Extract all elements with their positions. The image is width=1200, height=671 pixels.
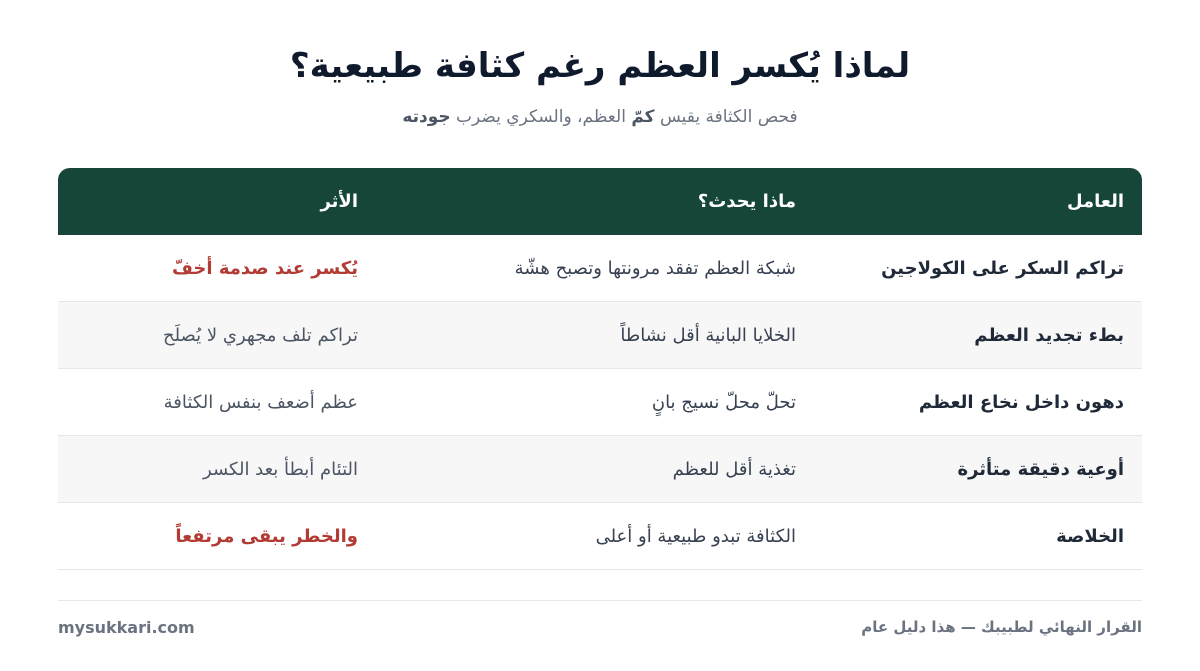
- page-title: لماذا يُكسر العظم رغم كثافة طبيعية؟: [289, 46, 911, 86]
- subtitle-part2: العظم، والسكري يضرب: [450, 107, 632, 127]
- cell-effect: والخطر يبقى مرتفعاً: [175, 525, 358, 547]
- header-effect: الأثر: [320, 191, 358, 212]
- header-what: ماذا يحدث؟: [697, 191, 796, 212]
- cell-what: الخلايا البانية أقل نشاطاً: [620, 324, 796, 346]
- cell-factor: تراكم السكر على الكولاجين: [881, 257, 1124, 279]
- cell-factor: دهون داخل نخاع العظم: [918, 391, 1124, 413]
- cell-effect: تراكم تلف مجهري لا يُصلَح: [162, 324, 358, 346]
- cell-effect: عظم أضعف بنفس الكثافة: [163, 391, 358, 413]
- subtitle-part1: فحص الكثافة يقيس: [654, 107, 798, 127]
- page-subtitle: [0, 104, 1200, 130]
- cell-factor: الخلاصة: [1056, 525, 1124, 547]
- comparison-table: [58, 168, 1142, 570]
- table-row: [58, 503, 1142, 570]
- table-row: [58, 235, 1142, 302]
- cell-what: الكثافة تبدو طبيعية أو أعلى: [595, 525, 796, 547]
- cell-what: تحلّ محلّ نسيج بانٍ: [651, 391, 796, 413]
- subtitle-bold2: جودته: [402, 107, 451, 127]
- footer-site[interactable]: mysukkari.com: [58, 618, 195, 637]
- footer-disclaimer: القرار النهائي لطبيبك — هذا دليل عام: [861, 618, 1142, 636]
- cell-what: شبكة العظم تفقد مرونتها وتصبح هشّة: [514, 257, 796, 279]
- table-body: [58, 235, 1142, 570]
- table-row: [58, 436, 1142, 503]
- subtitle-bold1: كمّ: [631, 107, 655, 127]
- footer-divider: [58, 600, 1142, 601]
- table-header: [58, 168, 1142, 235]
- cell-what: تغذية أقل للعظم: [672, 458, 796, 480]
- cell-effect: التئام أبطأ بعد الكسر: [203, 458, 358, 480]
- cell-effect: يُكسر عند صدمة أخفّ: [171, 257, 358, 279]
- table-row: [58, 302, 1142, 369]
- header-factor: العامل: [1066, 191, 1124, 212]
- cell-factor: بطء تجديد العظم: [974, 324, 1124, 346]
- cell-factor: أوعية دقيقة متأثرة: [957, 458, 1124, 480]
- table-row: [58, 369, 1142, 436]
